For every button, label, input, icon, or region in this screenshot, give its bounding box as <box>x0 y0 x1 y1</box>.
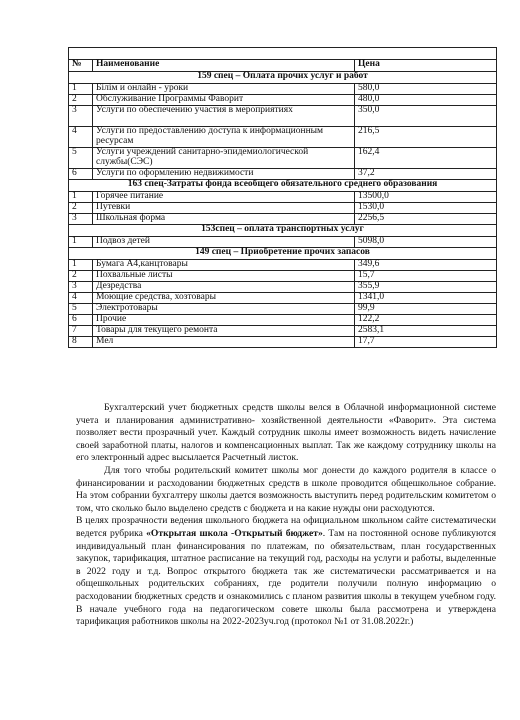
row-num: 2 <box>69 94 93 105</box>
row-num: 1 <box>69 259 93 270</box>
table-row <box>69 147 497 168</box>
table-row <box>69 281 497 292</box>
open-budget-text-end: . Там на постоянной основе публикуются индивидуальный план финансирования по платежам, по обязательствам, план государственных закупок, тарификация, штатное расписание на текущий год, расходы на услуги и работы, выделенные в 2022 году и т.д. Вопрос открытого бюджета так же систематически рассматривается и на общешкольных родительских собраниях, где родители получили полную информацию о расходовании бюджетных средств и ознакомились с планом развития школы в текущем учебном году. В начале учебного года на педагогическом совете школы была рассмотрена и утверждена тарификация работников школы на 2022-2023уч.год (протокол №1 от 31.08.2022г.) <box>76 527 497 628</box>
row-name: Путевки <box>93 202 355 213</box>
table-row <box>69 126 497 147</box>
section-title: 163 спец-Затраты фонда всеобщего обязательного среднего образования <box>69 179 497 191</box>
row-name: Похвальные листы <box>93 270 355 281</box>
table-row <box>69 259 497 270</box>
table-row <box>69 168 497 179</box>
row-price: 2256,5 <box>355 213 497 224</box>
row-num: 1 <box>69 191 93 202</box>
row-price: 99,9 <box>355 303 497 314</box>
row-name: Дезредства <box>93 281 355 292</box>
row-name: Обслуживание Программы Фаворит <box>93 94 355 105</box>
row-name: Школьная форма <box>93 213 355 224</box>
row-name: Услуги учреждений санитарно-эпидемиологической службы(СЭС) <box>93 147 355 168</box>
section-header-row <box>69 224 497 236</box>
section-title: 159 спец – Оплата прочих услуг и работ <box>69 72 497 84</box>
budget-table <box>68 47 497 348</box>
row-name: Бумага А4,канцтовары <box>93 259 355 270</box>
table-header-row <box>69 60 497 72</box>
table-row <box>69 236 497 247</box>
row-name: Горячее питание <box>93 191 355 202</box>
header-num: № <box>69 60 93 72</box>
row-price: 349,6 <box>355 259 497 270</box>
section-header-row <box>69 72 497 84</box>
row-price: 216,5 <box>355 126 497 147</box>
row-num: 5 <box>69 303 93 314</box>
row-num: 1 <box>69 84 93 95</box>
open-budget-rubric: «Открытая школа -Открытый бюджет» <box>146 527 323 539</box>
paragraph-parent-committee: Для того чтобы родительский комитет школы мог донести до каждого родителя в классе о финансировании и расходовании бюджетных средств в школе проводится общешкольное собрание. На этом собрании бухгалтеру школы дается возможность выступить перед родительским комитетом о том, что сколько было выделено средств с бюджета и на какие нужды они расходуются. <box>76 464 496 514</box>
section-title: 149 спец – Приобретение прочих запасов <box>69 247 497 259</box>
row-num: 2 <box>69 270 93 281</box>
table-row <box>69 191 497 202</box>
row-price: 355,9 <box>355 281 497 292</box>
section-header-row <box>69 179 497 191</box>
row-price: 1530,0 <box>355 202 497 213</box>
row-num: 4 <box>69 126 93 147</box>
row-num: 4 <box>69 292 93 303</box>
row-name: Услуги по обеспечению участия в мероприятиях <box>93 105 355 126</box>
row-price: 350,0 <box>355 105 497 126</box>
row-price: 13500,0 <box>355 191 497 202</box>
table-row <box>69 292 497 303</box>
table-row <box>69 314 497 325</box>
header-price: Цена <box>355 60 497 72</box>
row-name: Прочие <box>93 314 355 325</box>
row-num: 3 <box>69 213 93 224</box>
row-name: Подвоз детей <box>93 236 355 247</box>
row-name: Услуги по оформлению недвижимости <box>93 168 355 179</box>
row-price: 17,7 <box>355 336 497 347</box>
row-price: 162,4 <box>355 147 497 168</box>
paragraph-open-budget <box>76 515 496 628</box>
row-name: Услуги по предоставлению доступа к информационным ресурсам <box>93 126 355 147</box>
table-row <box>69 202 497 213</box>
row-name: Мел <box>93 336 355 347</box>
row-name: Товары для текущего ремонта <box>93 325 355 336</box>
section-header-row <box>69 247 497 259</box>
paragraph-accounting: Бухгалтерский учет бюджетных средств школы велся в Облачной информационной системе учета и планирования административно- хозяйственной деятельности «Фаворит». Эта система позволяет вести прозрачный учет. Каждый сотрудник школы имеет возможность видеть начисление своей заработной платы, налогов и компенсационных выплат. Так же каждому сотруднику школы на его электронный адрес высылается Расчетный листок. <box>76 402 496 464</box>
row-num: 7 <box>69 325 93 336</box>
row-num: 6 <box>69 314 93 325</box>
table-row <box>69 105 497 126</box>
table-row <box>69 84 497 95</box>
row-price: 5098,0 <box>355 236 497 247</box>
open-budget-text-start: В целях прозрачности ведения школьного бюджета на официальном школьном сайте систематически ведется рубрика <box>76 515 496 539</box>
row-num: 3 <box>69 105 93 126</box>
table-row <box>69 303 497 314</box>
row-price: 1341,0 <box>355 292 497 303</box>
body-text <box>76 402 496 629</box>
row-num: 6 <box>69 168 93 179</box>
row-price: 480,0 <box>355 94 497 105</box>
table-blank-row <box>69 48 497 60</box>
row-name: Моющие средства, хозтовары <box>93 292 355 303</box>
section-title: 153спец – оплата транспортных услуг <box>69 224 497 236</box>
table-row <box>69 213 497 224</box>
row-name: Электротовары <box>93 303 355 314</box>
row-price: 122,2 <box>355 314 497 325</box>
row-name: Білім и онлайн - уроки <box>93 84 355 95</box>
header-name: Наименование <box>93 60 355 72</box>
table-row <box>69 336 497 347</box>
row-price: 37,2 <box>355 168 497 179</box>
row-price: 2583,1 <box>355 325 497 336</box>
row-price: 15,7 <box>355 270 497 281</box>
row-price: 580,0 <box>355 84 497 95</box>
table-row <box>69 94 497 105</box>
table-row <box>69 270 497 281</box>
row-num: 2 <box>69 202 93 213</box>
row-num: 8 <box>69 336 93 347</box>
row-num: 1 <box>69 236 93 247</box>
row-num: 3 <box>69 281 93 292</box>
table-row <box>69 325 497 336</box>
row-num: 5 <box>69 147 93 168</box>
